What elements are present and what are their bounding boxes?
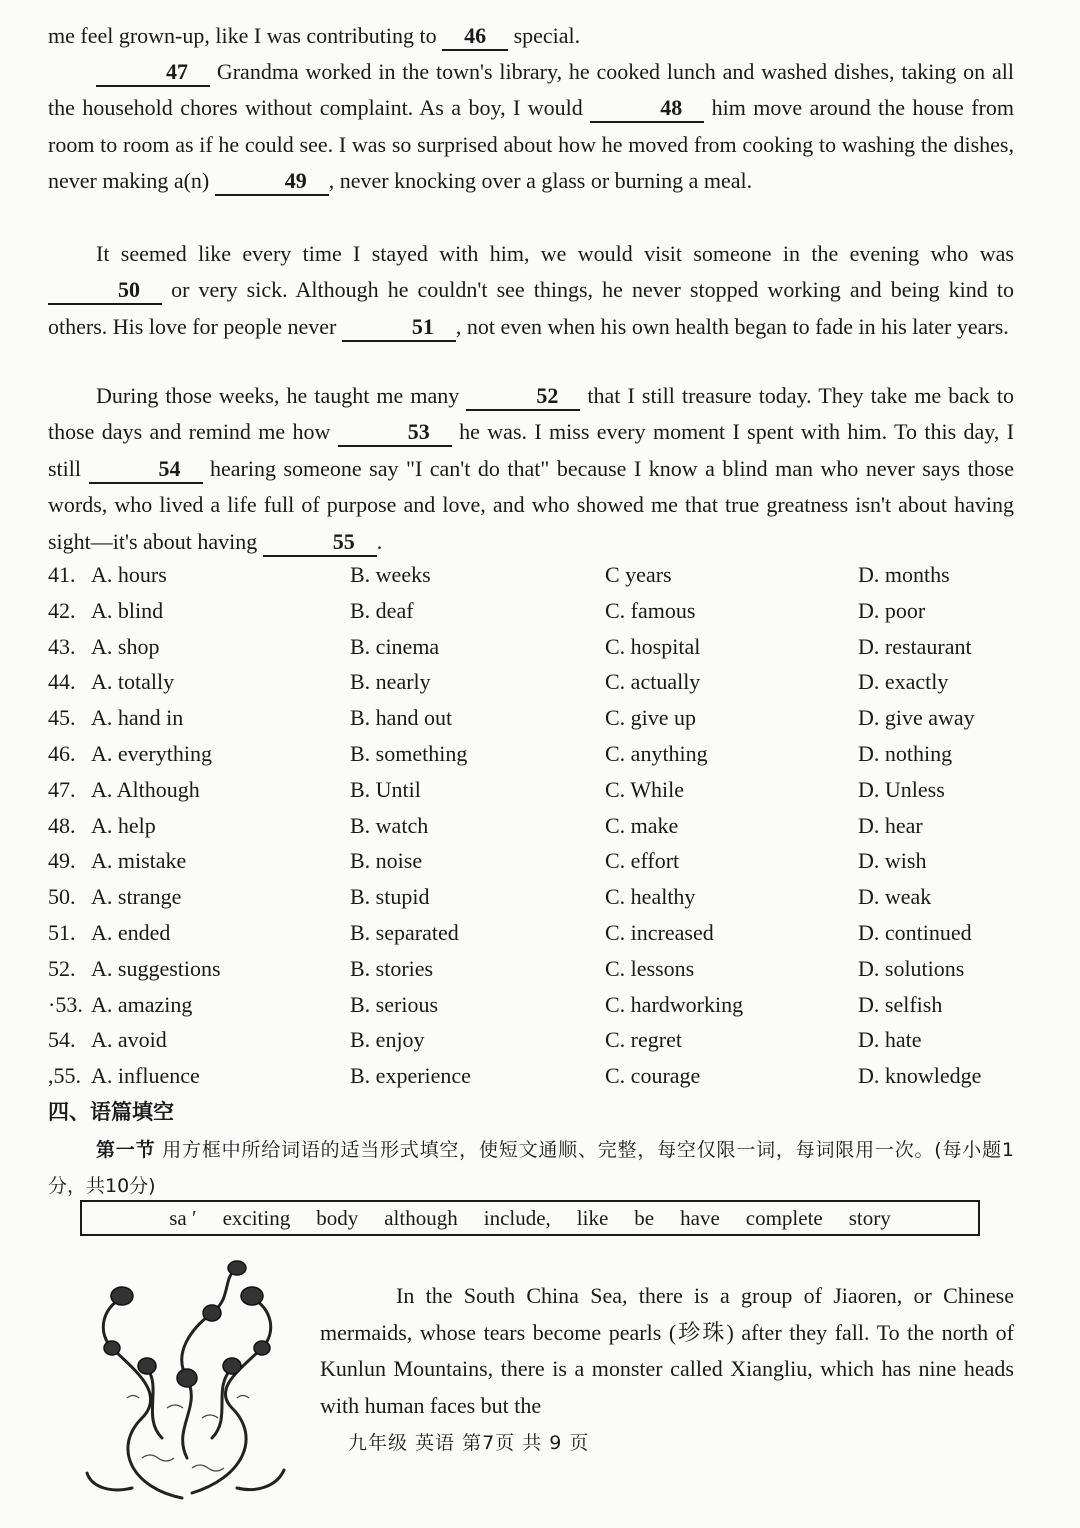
passage-text: or very sick. Although he couldn't see things, he never stopped working and being kind to others. His love for people never bbox=[48, 277, 1014, 339]
instruction-text: 用方框中所给词语的适当形式填空，使短文通顺、完整，每空仅限一词，每词限用一次。(每小题1分，共10分) bbox=[48, 1139, 1014, 1197]
option-a[interactable]: A. hours bbox=[91, 562, 167, 587]
passage-text: Grandma worked in the town's library, he cooked lunch and washed dishes, taking on all the household chores without complaint. As a boy, I would bbox=[48, 59, 1014, 121]
option-d[interactable]: D. restaurant bbox=[858, 633, 972, 659]
question-number: 50. bbox=[48, 884, 76, 910]
option-c[interactable]: C. make bbox=[605, 812, 679, 838]
question-number: 45. bbox=[48, 705, 76, 731]
question-number: 46. bbox=[48, 740, 76, 766]
option-d[interactable]: D. exactly bbox=[858, 669, 949, 695]
option-c[interactable]: C. healthy bbox=[605, 884, 696, 910]
passage-text: him move around the house from room to room as if he could see. I was so surprised about how he moved from cooking to washing the dishes, never making a(n) bbox=[48, 95, 1014, 194]
question-number: 42. bbox=[48, 597, 76, 623]
question-number: 47. bbox=[48, 776, 76, 802]
page-footer: 九年级 英语 第7页 共 9 页 bbox=[348, 1432, 590, 1454]
option-d[interactable]: D. nothing bbox=[858, 740, 953, 766]
answer-options-table bbox=[48, 558, 1018, 1095]
word-box-item: complete bbox=[745, 1205, 823, 1230]
option-c[interactable]: C. anything bbox=[605, 740, 708, 766]
passage-paragraph-2 bbox=[48, 54, 1014, 200]
section-title: 四、语篇填空 bbox=[48, 1100, 174, 1124]
question-row bbox=[48, 701, 1018, 737]
option-b[interactable]: B. hand out bbox=[350, 705, 453, 731]
part-label: 第一节 bbox=[96, 1139, 156, 1161]
option-b[interactable]: B. deaf bbox=[350, 597, 414, 623]
option-c[interactable]: C. hospital bbox=[605, 633, 701, 659]
blank-48[interactable]: 48 bbox=[590, 95, 704, 123]
option-b[interactable]: B. something bbox=[350, 740, 468, 766]
story-paragraph: In the South China Sea, there is a group of Jiaoren, or Chinese mermaids, whose tears become pearls (珍珠) after they fall. To the north of Kunlun Mountains, there is a monster called Xiangliu, which has nine heads with human faces but the bbox=[320, 1283, 1014, 1418]
option-b[interactable]: B. experience bbox=[350, 1063, 471, 1089]
blank-52[interactable]: 52 bbox=[466, 383, 580, 411]
option-b[interactable]: B. stupid bbox=[350, 884, 430, 910]
option-c[interactable]: C. famous bbox=[605, 597, 696, 623]
question-number: 51. bbox=[48, 919, 76, 945]
option-b[interactable]: B. stories bbox=[350, 955, 434, 981]
question-number: ,55. bbox=[48, 1063, 81, 1089]
option-d[interactable]: D. wish bbox=[858, 848, 927, 874]
blank-54[interactable]: 54 bbox=[89, 456, 203, 484]
option-d[interactable]: D. give away bbox=[858, 705, 975, 731]
question-row bbox=[48, 594, 1018, 630]
option-a[interactable]: A. suggestions bbox=[91, 955, 221, 981]
passage-text: , not even when his own health began to fade in his later years. bbox=[455, 313, 1009, 339]
blank-51[interactable]: 51 bbox=[342, 314, 456, 342]
word-box-item: story bbox=[848, 1205, 891, 1230]
option-c[interactable]: C. lessons bbox=[605, 955, 695, 981]
option-b[interactable]: B. enjoy bbox=[350, 1027, 425, 1053]
option-d[interactable]: D. hear bbox=[858, 812, 923, 838]
option-a[interactable]: A. avoid bbox=[91, 1027, 167, 1053]
question-row bbox=[48, 558, 1018, 594]
option-b[interactable]: B. serious bbox=[350, 991, 438, 1017]
word-box-item: sa ′ bbox=[169, 1205, 197, 1230]
question-row bbox=[48, 737, 1018, 773]
option-c[interactable]: C. actually bbox=[605, 669, 701, 695]
question-number: 43. bbox=[48, 633, 76, 659]
word-box-item: include, bbox=[483, 1205, 551, 1230]
passage-line-46 bbox=[48, 18, 1014, 54]
blank-47[interactable]: 47 bbox=[96, 59, 210, 87]
word-box-item: have bbox=[680, 1205, 720, 1230]
option-c[interactable]: C. courage bbox=[605, 1063, 701, 1089]
passage-paragraph-4 bbox=[48, 378, 1014, 560]
option-d[interactable]: D. solutions bbox=[858, 955, 965, 981]
question-row bbox=[48, 952, 1018, 988]
option-b[interactable]: B. Until bbox=[350, 776, 421, 802]
option-a[interactable]: A. strange bbox=[91, 884, 182, 910]
option-d[interactable]: D. Unless bbox=[858, 776, 945, 802]
option-d[interactable]: D. poor bbox=[858, 597, 926, 623]
passage-text: It seemed like every time I stayed with him, we would visit someone in the evening who was bbox=[96, 241, 1014, 266]
question-number: 49. bbox=[48, 848, 76, 874]
option-a[interactable]: A. blind bbox=[91, 597, 164, 623]
word-box-item: body bbox=[316, 1205, 359, 1230]
option-b[interactable]: B. noise bbox=[350, 848, 423, 874]
option-a[interactable]: A. help bbox=[91, 812, 156, 838]
passage-text: that I still treasure today. They take me back to those days and remind me how bbox=[48, 383, 1015, 445]
question-row bbox=[48, 1023, 1018, 1059]
option-a[interactable]: A. Although bbox=[91, 776, 200, 802]
blank-53[interactable]: 53 bbox=[338, 419, 452, 447]
option-c[interactable]: C years bbox=[605, 562, 672, 587]
option-b[interactable]: B. nearly bbox=[350, 669, 431, 695]
option-b[interactable]: B. watch bbox=[350, 812, 429, 838]
option-c[interactable]: C. give up bbox=[605, 705, 697, 731]
blank-50[interactable]: 50 bbox=[48, 277, 162, 305]
blank-49[interactable]: 49 bbox=[215, 168, 329, 196]
option-d[interactable]: D. months bbox=[858, 562, 950, 587]
word-box bbox=[80, 1200, 980, 1236]
option-c[interactable]: C. While bbox=[605, 776, 685, 802]
option-a[interactable]: A. hand in bbox=[91, 705, 184, 731]
option-a[interactable]: A. mistake bbox=[91, 848, 187, 874]
word-box-item: exciting bbox=[222, 1205, 291, 1230]
blank-55[interactable]: 55 bbox=[263, 529, 377, 557]
option-d[interactable]: D. weak bbox=[858, 884, 932, 910]
question-number: 54. bbox=[48, 1027, 76, 1053]
question-row bbox=[48, 880, 1018, 916]
question-row bbox=[48, 916, 1018, 952]
passage-text: he was. I miss every moment I spent with him. To this day, I still bbox=[48, 419, 1015, 481]
question-row bbox=[48, 1059, 1018, 1095]
question-number: 48. bbox=[48, 812, 76, 838]
option-b[interactable]: B. separated bbox=[350, 919, 459, 945]
option-c[interactable]: C. regret bbox=[605, 1027, 682, 1053]
passage-text: hearing someone say "I can't do that" because I know a blind man who never says those words, who lived a life full of purpose and love, and who showed me that true greatness isn't about having sight—it's about having bbox=[48, 455, 1015, 554]
question-row bbox=[48, 665, 1018, 701]
option-d[interactable]: D. hate bbox=[858, 1027, 922, 1053]
question-number: 41. bbox=[48, 562, 76, 587]
option-d[interactable]: D. selfish bbox=[858, 991, 943, 1017]
question-row bbox=[48, 988, 1018, 1024]
option-a[interactable]: A. amazing bbox=[91, 991, 193, 1017]
question-row bbox=[48, 809, 1018, 845]
word-box-item: although bbox=[384, 1205, 458, 1230]
question-row bbox=[48, 844, 1018, 880]
option-c[interactable]: C. increased bbox=[605, 919, 714, 945]
option-a[interactable]: A. ended bbox=[91, 919, 171, 945]
option-d[interactable]: D. knowledge bbox=[858, 1063, 982, 1089]
question-number: 52. bbox=[48, 955, 76, 981]
option-d[interactable]: D. continued bbox=[858, 919, 972, 945]
passage-text: special. bbox=[513, 23, 581, 48]
passage-text: , never knocking over a glass or burning a meal. bbox=[328, 168, 753, 194]
option-a[interactable]: A. everything bbox=[91, 740, 212, 766]
option-a[interactable]: A. totally bbox=[91, 669, 175, 695]
question-row bbox=[48, 630, 1018, 666]
section-instruction bbox=[48, 1132, 1014, 1204]
option-b[interactable]: B. cinema bbox=[350, 633, 440, 659]
question-row bbox=[48, 773, 1018, 809]
nine-headed-serpent-illustration bbox=[72, 1258, 298, 1514]
option-a[interactable]: A. shop bbox=[91, 633, 160, 659]
passage-text: During those weeks, he taught me many bbox=[96, 383, 460, 408]
option-c[interactable]: C. effort bbox=[605, 848, 680, 874]
word-box-item: like bbox=[576, 1205, 609, 1230]
option-b[interactable]: B. weeks bbox=[350, 562, 431, 587]
option-c[interactable]: C. hardworking bbox=[605, 991, 744, 1017]
word-box-item: be bbox=[634, 1205, 655, 1230]
question-number: 44. bbox=[48, 669, 76, 695]
passage-paragraph-3 bbox=[48, 236, 1014, 345]
question-number: ·53. bbox=[48, 991, 83, 1017]
blank-46[interactable]: 46 bbox=[442, 23, 508, 51]
option-a[interactable]: A. influence bbox=[91, 1063, 200, 1089]
passage-text: . bbox=[376, 528, 383, 554]
passage-text: me feel grown-up, like I was contributing to bbox=[48, 23, 437, 48]
